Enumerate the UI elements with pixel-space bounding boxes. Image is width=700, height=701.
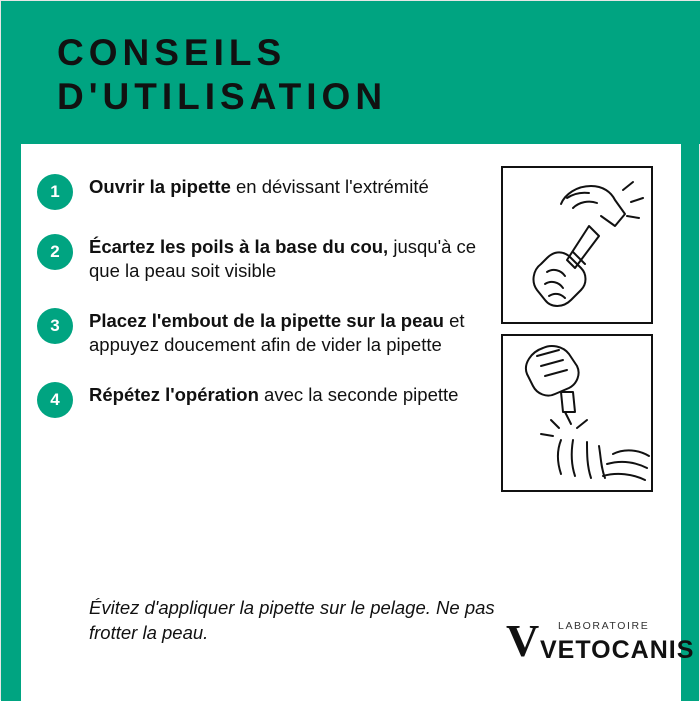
hand-opening-pipette-illustration xyxy=(501,166,653,324)
step-text xyxy=(89,172,429,199)
step-text xyxy=(89,380,458,407)
steps-list xyxy=(37,172,497,440)
step-number-badge: 2 xyxy=(37,234,73,270)
step-text-bold: Répétez l'opération xyxy=(89,383,259,405)
list-item xyxy=(37,232,497,284)
list-item xyxy=(37,172,497,210)
page-header xyxy=(1,1,700,144)
step-text-rest: jusqu'à ce que la peau soit visible xyxy=(89,236,477,282)
warning-note: Évitez d'appliquer la pipette sur le pelage. Ne pas frotter la peau. xyxy=(89,597,495,643)
step-text-rest: et appuyez doucement afin de vider la pipette xyxy=(89,309,465,356)
page-title-line-1: CONSEILS xyxy=(57,32,287,73)
step-text-bold: Écartez les poils à la base du cou, xyxy=(89,236,389,257)
step-text-rest: avec la seconde pipette xyxy=(258,383,459,405)
page-title xyxy=(57,31,700,118)
step-text-bold: Ouvrir la pipette xyxy=(89,176,231,197)
step-text xyxy=(89,232,497,284)
logo-mark: V xyxy=(506,615,540,666)
page-content xyxy=(21,144,695,701)
step-number-badge: 4 xyxy=(37,382,73,418)
logo-tagline: LABORATOIRE xyxy=(558,620,650,632)
list-item xyxy=(37,380,497,418)
page-title-line-2: D'UTILISATION xyxy=(57,75,388,117)
logo-brand-name: VETOCANIS xyxy=(540,636,695,664)
applying-pipette-on-skin-illustration xyxy=(501,334,653,492)
step-text-rest: en dévissant l'extrémité xyxy=(230,176,429,197)
step-text-bold: Placez l'embout de la pipette sur la peau xyxy=(89,309,444,331)
step-number-badge: 3 xyxy=(37,308,73,344)
brand-logo xyxy=(506,615,695,680)
step-number-badge: 1 xyxy=(37,174,73,210)
step-text xyxy=(89,306,497,358)
list-item xyxy=(37,306,497,358)
